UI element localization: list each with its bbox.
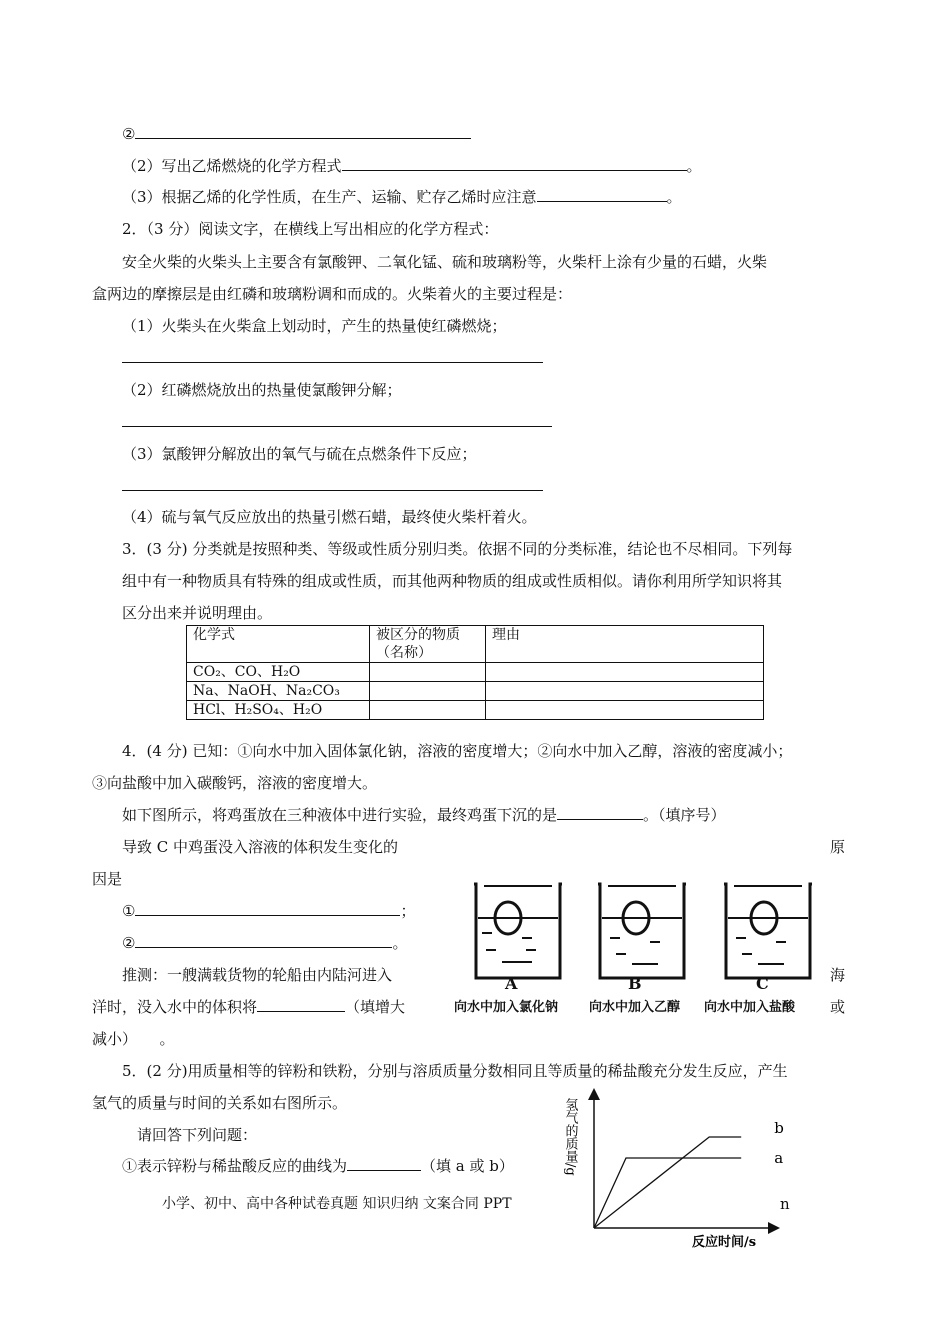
q4-line2: ③向盐酸中加入碳酸钙，溶液的密度增大。 — [92, 774, 378, 792]
beakers-figure — [460, 878, 830, 988]
table-header-formula: 化学式 — [187, 626, 370, 663]
q4-line4-right: 原 — [830, 838, 846, 856]
answer-blank[interactable] — [135, 933, 392, 948]
q1-sub3 — [122, 187, 682, 207]
answer-blank[interactable] — [135, 124, 471, 139]
q1-sub3-end: 。 — [666, 188, 682, 206]
table-row — [187, 682, 764, 701]
table-cell-input[interactable] — [370, 682, 486, 701]
classification-table — [186, 625, 764, 720]
table-row — [187, 663, 764, 682]
q5-line4 — [122, 1156, 514, 1176]
answer-blank[interactable] — [135, 901, 400, 916]
table-row — [187, 701, 764, 720]
answer-blank[interactable] — [557, 805, 643, 820]
answer-blank[interactable] — [342, 156, 687, 171]
table-cell-formula: CO₂、CO、H₂O — [187, 663, 370, 682]
q4-line3 — [122, 805, 726, 825]
table-cell-input[interactable] — [486, 682, 764, 701]
footer-text: 小学、初中、高中各种试卷真题 知识归纳 文案合同 PPT — [162, 1196, 512, 1212]
q5-line2: 氢气的质量与时间的关系如右图所示。 — [92, 1094, 348, 1112]
q2-step3: （3）氯酸钾分解放出的氧气与硫在点燃条件下反应； — [122, 445, 477, 463]
q2-heading: 2．（3 分）阅读文字，在横线上写出相应的化学方程式： — [122, 220, 499, 238]
beaker-a-letter: A — [505, 974, 518, 993]
q4-infer3: 减小） 。 — [92, 1030, 175, 1048]
q4-line1: 4．(4 分) 已知：①向水中加入固体氯化钠，溶液的密度增大；②向水中加入乙醇，溶液的密度减小； — [122, 742, 793, 760]
q4-item1-prefix: ① — [122, 902, 136, 920]
q2-step2: （2）红磷燃烧放出的热量使氯酸钾分解； — [122, 381, 402, 399]
beaker-a-label: 向水中加入氯化钠 — [454, 1000, 559, 1015]
table-cell-input[interactable] — [370, 663, 486, 682]
answer-blank[interactable] — [257, 997, 345, 1012]
table-cell-formula: Na、NaOH、Na₂CO₃ — [187, 682, 370, 701]
q4-infer2-right: 或 — [830, 998, 846, 1016]
q4-line3-post: 。（填序号） — [643, 806, 726, 824]
beaker-b — [598, 884, 686, 978]
answer-line[interactable] — [122, 426, 552, 427]
q4-line4: 导致 C 中鸡蛋没入溶液的体积发生变化的 — [122, 838, 399, 856]
q4-infer1: 推测：一艘满载货物的轮船由内陆河进入 — [122, 966, 393, 984]
x-axis-label: 反应时间/s — [692, 1235, 757, 1250]
q4-item2-end: 。 — [392, 934, 408, 952]
q1-item2 — [122, 124, 471, 144]
q5-line4-pre: ①表示锌粉与稀盐酸反应的曲线为 — [122, 1157, 348, 1175]
beaker-c-letter: C — [756, 974, 769, 993]
q4-item1-end: ； — [400, 902, 416, 920]
answer-line[interactable] — [122, 490, 543, 491]
beaker-a — [474, 884, 562, 978]
q2-step1: （1）火柴头在火柴盒上划动时，产生的热量使红磷燃烧； — [122, 317, 507, 335]
y-axis-label: 氢气的质量/g — [562, 1098, 578, 1176]
q3-line3: 区分出来并说明理由。 — [122, 604, 273, 622]
series-line-a — [594, 1158, 741, 1228]
series-label-a: a — [774, 1149, 784, 1167]
q2-step4: （4）硫与氧气反应放出的热量引燃石蜡，最终使火柴杆着火。 — [122, 508, 537, 526]
q4-item1 — [122, 901, 415, 921]
q5-line1: 5．(2 分)用质量相等的锌粉和铁粉，分别与溶质质量分数相同且等质量的稀盐酸充分发生反应，产生 — [122, 1062, 788, 1080]
table-cell-formula: HCl、H₂SO₄、H₂O — [187, 701, 370, 720]
answer-blank[interactable] — [347, 1156, 421, 1171]
series-line-b — [594, 1137, 741, 1228]
q3-line2: 组中有一种物质具有特殊的组成或性质，而其他两种物质的组成或性质相似。请你利用所学知识将其 — [122, 572, 783, 590]
table-header-distinguished: 被区分的物质（名称） — [370, 626, 486, 663]
answer-blank[interactable] — [537, 187, 667, 202]
footer-right: n — [780, 1195, 790, 1213]
q4-infer2-mid: （填增大 — [345, 998, 406, 1016]
q5-line3: 请回答下列问题： — [137, 1126, 258, 1144]
hydrogen-chart — [560, 1082, 790, 1252]
q1-sub2 — [122, 156, 702, 176]
q4-item2-prefix: ② — [122, 934, 136, 952]
q4-infer2-pre: 洋时，没入水中的体积将 — [92, 998, 258, 1016]
q1-sub2-end: 。 — [686, 157, 702, 175]
answer-line[interactable] — [122, 362, 543, 363]
q1-sub3-text: （3）根据乙烯的化学性质，在生产、运输、贮存乙烯时应注意 — [122, 188, 537, 206]
beaker-b-letter: B — [628, 974, 642, 993]
series-label-b: b — [774, 1119, 784, 1137]
q4-line5: 因是 — [92, 870, 123, 888]
beaker-c — [724, 884, 812, 978]
q2-para-line2: 盒两边的摩擦层是由红磷和玻璃粉调和而成的。火柴着火的主要过程是： — [92, 285, 573, 303]
table-cell-input[interactable] — [486, 701, 764, 720]
table-header-row — [187, 626, 764, 663]
q1-sub2-text: （2）写出乙烯燃烧的化学方程式 — [122, 157, 342, 175]
q2-para-line1: 安全火柴的火柴头上主要含有氯酸钾、二氧化锰、硫和玻璃粉等，火柴杆上涂有少量的石蜡，火柴 — [122, 253, 768, 271]
beaker-c-label: 向水中加入盐酸 — [704, 1000, 796, 1015]
q4-item2 — [122, 933, 407, 953]
q5-line4-post: （填 a 或 b） — [421, 1157, 514, 1175]
q3-line1: 3．(3 分) 分类就是按照种类、等级或性质分别归类。依据不同的分类标准，结论也不尽相同。下列每 — [122, 540, 793, 558]
q4-infer1-right: 海 — [830, 966, 846, 984]
q4-infer2 — [92, 997, 405, 1017]
beaker-b-label: 向水中加入乙醇 — [589, 1000, 681, 1015]
q1-item2-prefix: ② — [122, 125, 136, 143]
q4-line3-pre: 如下图所示，将鸡蛋放在三种液体中进行实验，最终鸡蛋下沉的是 — [122, 806, 558, 824]
table-header-reason: 理由 — [486, 626, 764, 663]
table-cell-input[interactable] — [370, 701, 486, 720]
table-cell-input[interactable] — [486, 663, 764, 682]
